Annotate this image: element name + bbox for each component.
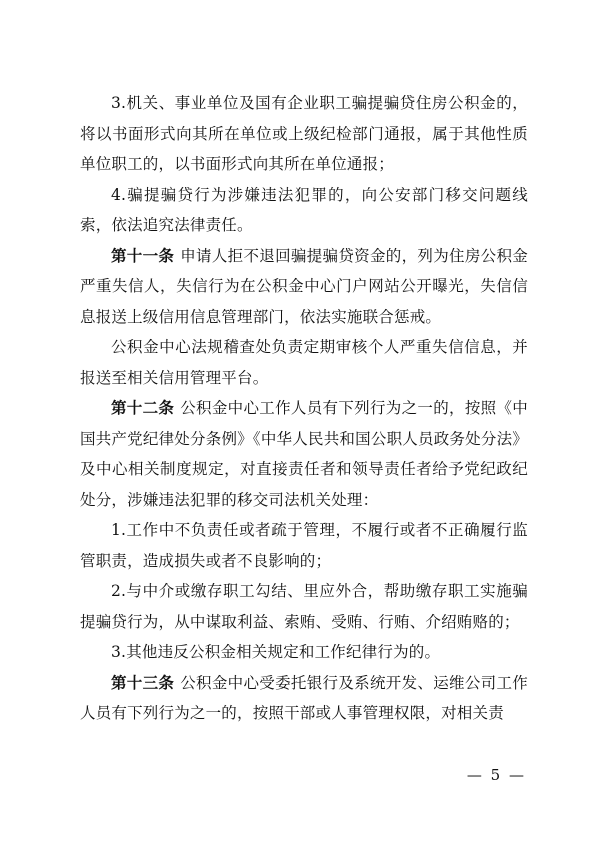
paragraph-article-12-item-2 (80, 576, 528, 637)
paragraph-article-12-item-3 (80, 637, 528, 668)
paragraph-text: 1.工作中不负责任或者疏于管理，不履行或者不正确履行监管职责，造成损失或者不良影响的； (80, 521, 528, 570)
paragraph-article-13 (80, 668, 528, 729)
paragraph-text: 公积金中心受委托银行及系统开发、运维公司工作人员有下列行为之一的，按照干部或人事管理权限，对相关责 (80, 673, 528, 722)
paragraph-article-11 (80, 241, 528, 333)
paragraph-article-12-item-1 (80, 515, 528, 576)
paragraph-text: 公积金中心法规稽查处负责定期审核个人严重失信信息，并报送至相关信用管理平台。 (80, 338, 528, 387)
paragraph-text: 3.机关、事业单位及国有企业职工骗提骗贷住房公积金的，将以书面形式向其所在单位或上级纪检部门通报，属于其他性质单位职工的，以书面形式向其所在单位通报； (80, 94, 528, 173)
paragraph-clause-10-item-4 (80, 180, 528, 241)
document-body (80, 88, 528, 729)
paragraph-article-12 (80, 393, 528, 515)
paragraph-text: 2.与中介或缴存职工勾结、里应外合，帮助缴存职工实施骗提骗贷行为，从中谋取利益、索贿、受贿、行贿、介绍贿赂的； (80, 582, 528, 631)
page-number: — 5 — (466, 766, 526, 784)
paragraph-text: 申请人拒不退回骗提骗贷资金的，列为住房公积金严重失信人，失信行为在公积金中心门户网站公开曝光，失信信息报送上级信用信息管理部门，依法实施联合惩戒。 (80, 246, 528, 326)
paragraph-text: 4.骗提骗贷行为涉嫌违法犯罪的，向公安部门移交问题线索，依法追究法律责任。 (80, 185, 528, 234)
paragraph-text: 公积金中心工作人员有下列行为之一的，按照《中国共产党纪律处分条例》《中华人民共和国公职人员政务处分法》及中心相关制度规定，对直接责任者和领导责任者给予党纪政纪处分，涉嫌违法犯罪的移交司法机关处理： (80, 399, 528, 509)
article-heading: 第十二条 (111, 399, 175, 417)
article-heading: 第十三条 (111, 673, 175, 692)
paragraph-article-11-note (80, 332, 528, 393)
paragraph-text: 3.其他违反公积金相关规定和工作纪律行为的。 (111, 643, 441, 661)
paragraph-clause-10-item-3 (80, 88, 528, 180)
article-heading: 第十一条 (111, 246, 175, 265)
